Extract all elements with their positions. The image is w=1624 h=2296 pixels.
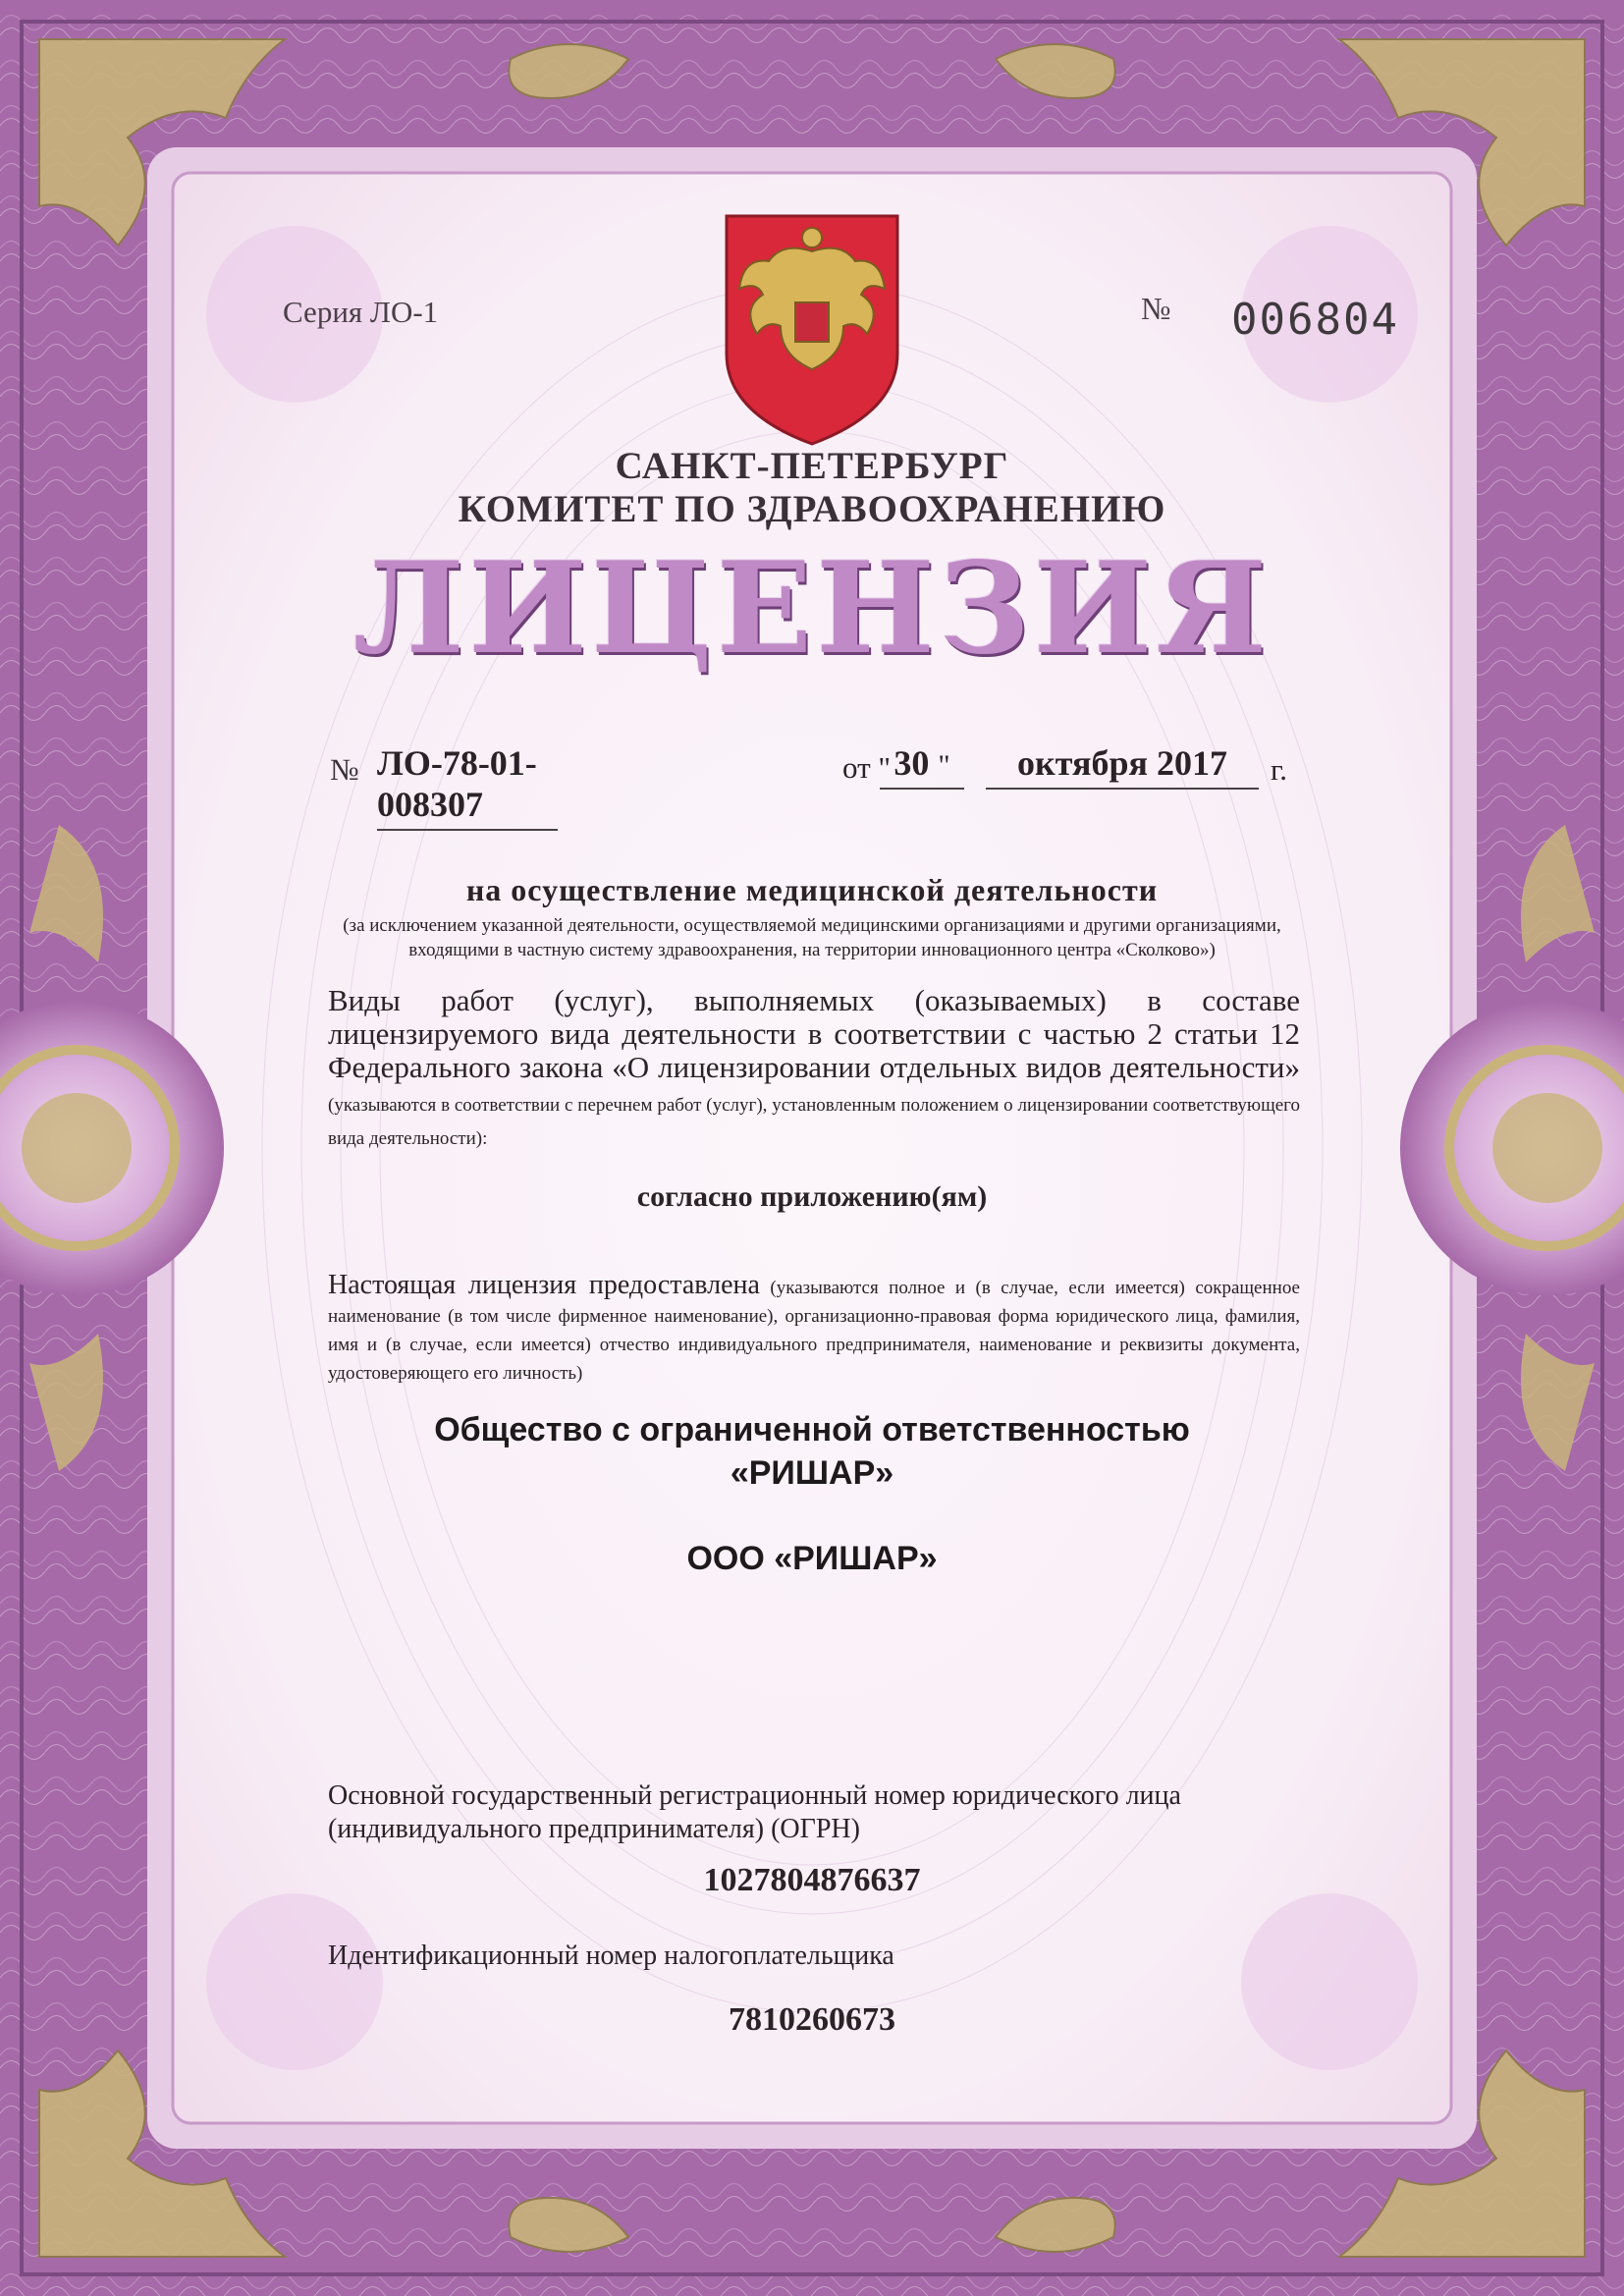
inn-value: 7810260673 bbox=[729, 2001, 895, 2038]
ogrn-value: 1027804876637 bbox=[703, 1862, 921, 1898]
license-purpose: на осуществление медицинской деятельности bbox=[465, 872, 1159, 907]
inn-label: Идентификационный номер налогоплательщика bbox=[328, 1941, 894, 1971]
organization-full-name bbox=[0, 1408, 1624, 1495]
works-main-text: Виды работ (услуг), выполняемых (оказываемых) в составе лицензируемого вида деятельности в соответствии с частью 2 статьи 12 Федерального закона «О лицензировании отдельных видов деятельности» bbox=[328, 983, 1300, 1084]
license-day: 30 " bbox=[880, 742, 964, 790]
document-title: ЛИЦЕНЗИЯ bbox=[352, 535, 1272, 683]
license-number-label: № bbox=[330, 752, 359, 787]
provided-description bbox=[328, 1271, 1300, 1388]
issuer-city: САНКТ-ПЕТЕРБУРГ bbox=[615, 445, 1009, 487]
ogrn-label: Основной государственный регистрационный номер юридического лица (индивидуального предпринимателя) (ОГРН) bbox=[328, 1780, 1181, 1844]
serial-number: 006804 bbox=[1231, 295, 1399, 345]
coat-of-arms-emblem-icon bbox=[727, 216, 897, 444]
date-from-label: от " bbox=[842, 750, 892, 785]
serial-number-label: № bbox=[1141, 291, 1171, 326]
organization-short-name: ООО «РИШАР» bbox=[686, 1540, 938, 1577]
license-month-year: октября 2017 bbox=[986, 742, 1259, 790]
issuer-committee: КОМИТЕТ ПО ЗДРАВООХРАНЕНИЮ bbox=[458, 488, 1166, 530]
annex-reference: согласно приложению(ям) bbox=[636, 1180, 988, 1213]
organization-name-line2: «РИШАР» bbox=[730, 1454, 894, 1492]
exclusion-note: (за исключением указанной деятельности, осуществляемой медицинскими организациями и другими организациями, входящими в частную систему здравоохранения, на территории инновационного центра «Сколково») bbox=[343, 915, 1281, 960]
works-note: (указываются в соответствии с перечнем работ (услуг), установленным положением о лицензировании соответствующего вида деятельности): bbox=[328, 1095, 1300, 1149]
provided-note: (указываются полное и (в случае, если имеется) сокращенное наименование (в том числе фирменное наименование), организационно-правовая форма юридического лица, фамилия, имя и (в случае, если имеется) отчество индивидуального предпринимателя, наименование и реквизиты документа, удостоверяющего его личность) bbox=[328, 1278, 1300, 1384]
series-label: Серия ЛО-1 bbox=[283, 295, 439, 329]
works-description bbox=[328, 984, 1300, 1151]
provided-main-text: Настоящая лицензия предоставлена bbox=[328, 1270, 760, 1300]
organization-name-line1: Общество с ограниченной ответственностью bbox=[434, 1411, 1190, 1449]
year-suffix: г. bbox=[1271, 752, 1287, 787]
license-number: ЛО-78-01-008307 bbox=[377, 742, 558, 831]
